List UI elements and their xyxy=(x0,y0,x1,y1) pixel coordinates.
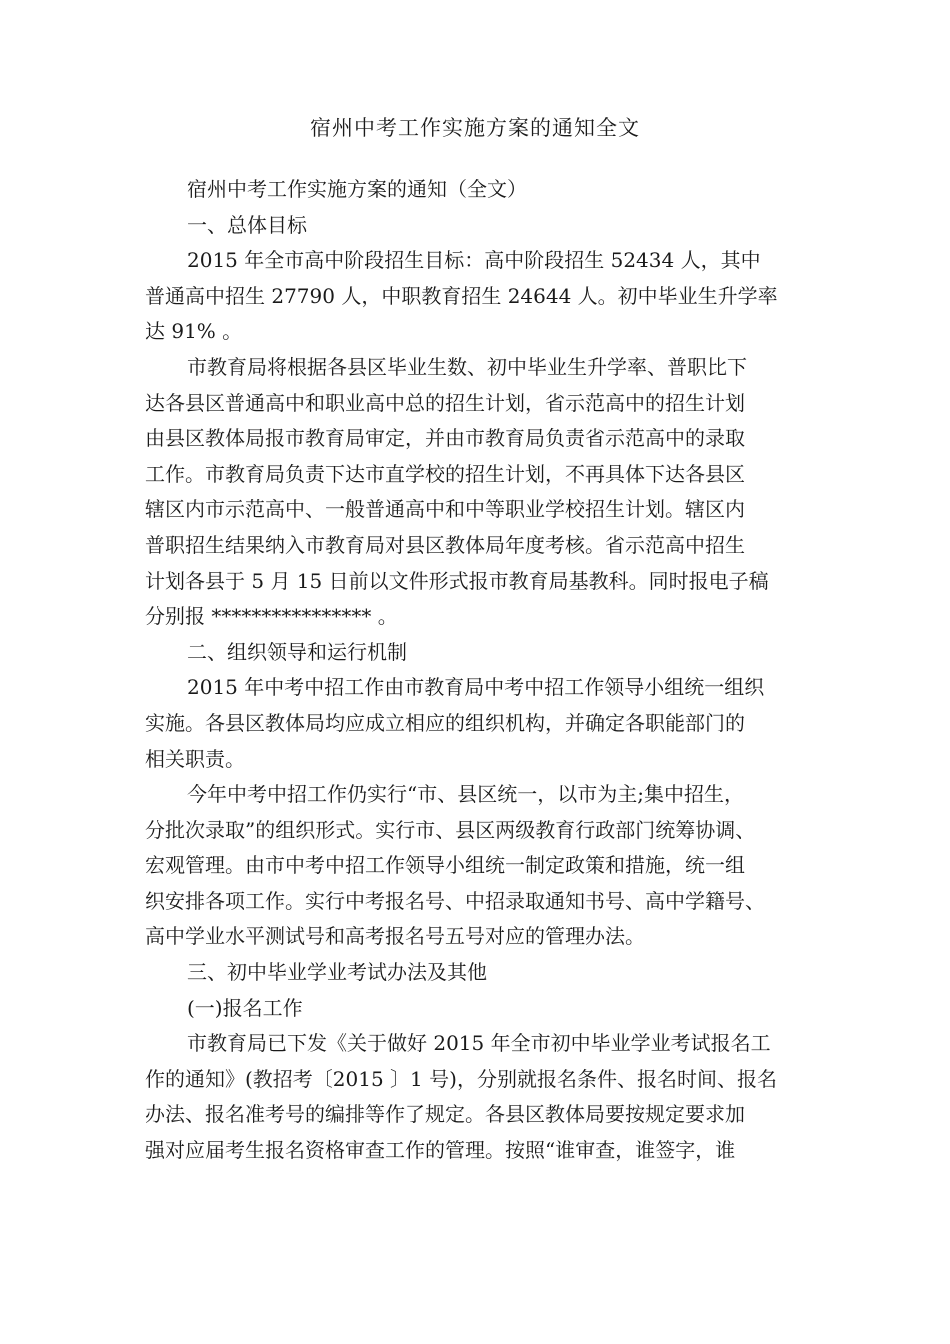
text-line: 作的通知》(教招考〔2015 〕1 号)，分别就报名条件、报名时间、报名 xyxy=(145,1066,777,1091)
text-line: 2015 年中考中招工作由市教育局中考中招工作领导小组统一组织 xyxy=(187,675,765,700)
text-line: 一、总体目标 xyxy=(187,212,307,237)
text-line: 辖区内市示范高中、一般普通高中和中等职业学校招生计划。辖区内 xyxy=(145,497,745,522)
text-line: 相关职责。 xyxy=(145,746,245,771)
text-line: 实施。各县区教体局均应成立相应的组织机构，并确定各职能部门的 xyxy=(145,710,745,735)
document-title: 宿州中考工作实施方案的通知全文 xyxy=(310,116,640,140)
text-line: 普职招生结果纳入市教育局对县区教体局年度考核。省示范高中招生 xyxy=(145,532,745,557)
text-line: 宏观管理。由市中考中招工作领导小组统一制定政策和措施，统一组 xyxy=(145,853,745,878)
text-line: 今年中考中招工作仍实行“市、县区统一，以市为主;集中招生， xyxy=(187,782,744,807)
text-line: 市教育局将根据各县区毕业生数、初中毕业生升学率、普职比下 xyxy=(187,354,747,379)
text-line: 达各县区普通高中和职业高中总的招生计划，省示范高中的招生计划 xyxy=(145,390,745,415)
text-line: 市教育局已下发《关于做好 2015 年全市初中毕业学业考试报名工 xyxy=(187,1031,771,1056)
text-line: (一)报名工作 xyxy=(187,995,303,1020)
text-line: 织安排各项工作。实行中考报名号、中招录取通知书号、高中学籍号、 xyxy=(145,888,765,913)
text-line: 高中学业水平测试号和高考报名号五号对应的管理办法。 xyxy=(145,924,645,949)
text-line: 达 91% 。 xyxy=(145,319,243,344)
text-line: 强对应届考生报名资格审查工作的管理。按照“谁审查，谁签字，谁 xyxy=(145,1138,736,1163)
text-line: 分别报 **************** 。 xyxy=(145,604,398,629)
text-line: 二、组织领导和运行机制 xyxy=(187,639,407,664)
text-line: 普通高中招生 27790 人，中职教育招生 24644 人。初中毕业生升学率 xyxy=(145,283,778,308)
text-line: 2015 年全市高中阶段招生目标：高中阶段招生 52434 人，其中 xyxy=(187,248,761,273)
text-line: 计划各县于 5 月 15 日前以文件形式报市教育局基教科。同时报电子稿 xyxy=(145,568,769,593)
text-line: 分批次录取”的组织形式。实行市、县区两级教育行政部门统筹协调、 xyxy=(145,817,756,842)
text-line: 办法、报名准考号的编排等作了规定。各县区教体局要按规定要求加 xyxy=(145,1102,745,1127)
text-line: 三、初中毕业学业考试办法及其他 xyxy=(187,960,487,985)
text-line: 工作。市教育局负责下达市直学校的招生计划，不再具体下达各县区 xyxy=(145,461,745,486)
document-body xyxy=(145,172,817,1169)
text-line: 由县区教体局报市教育局审定，并由市教育局负责省示范高中的录取 xyxy=(145,426,745,451)
text-line: 宿州中考工作实施方案的通知（全文） xyxy=(187,177,527,201)
